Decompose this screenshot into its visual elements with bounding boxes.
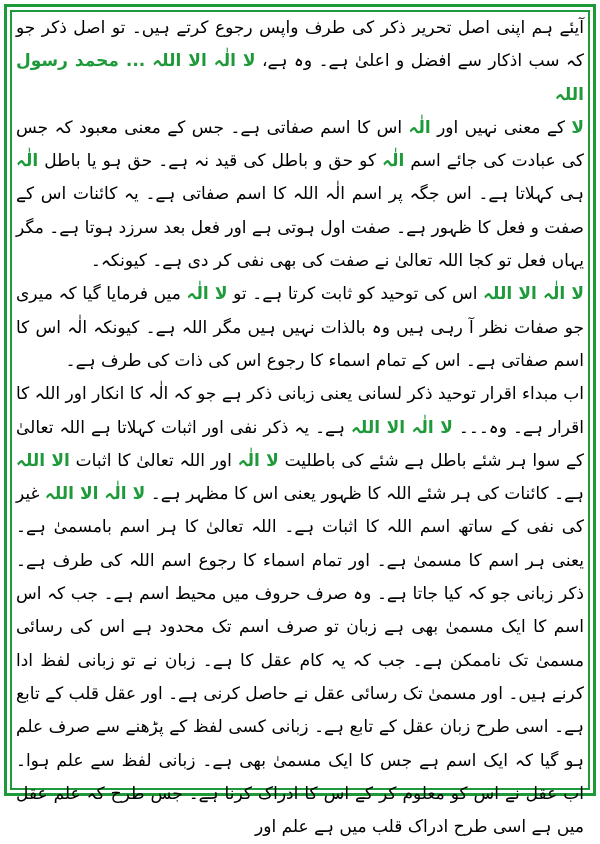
text-segment: اور اللہ تعالیٰ کا اثبات bbox=[69, 450, 238, 471]
highlighted-phrase: لا الٰہ الا اللہ bbox=[483, 284, 584, 305]
highlighted-phrase: لا الٰہ bbox=[237, 450, 279, 471]
text-segment: ہی کہلاتا ہے۔ اس جگہ پر اسم الٰہ اللہ کا اسم صفاتی ہے۔ یہ کائنات اس کے صفت و فعل کا ظہور ہے۔ صفت اول ہوتی ہے اور فعل بعد سرزد ہوتا ہے۔ مگر یہاں فعل تو کجا اللہ تعالیٰ نے صفت کی بھی نفی کر دی ہے۔ کیونکہ۔ bbox=[16, 184, 584, 272]
paragraph-4 bbox=[16, 378, 584, 844]
text-segment: اب مبداء اقرار توحید ذکر لسانی یعنی زبانی ذکر ہے جو کہ الٰہ کا انکار اور اللہ کا اقرار ہے۔ وہ۔۔۔ bbox=[15, 384, 584, 438]
text-segment: کو حق و باطل کی قید نہ ہے۔ حق ہو یا باطل bbox=[38, 151, 383, 172]
highlighted-phrase: لا الٰہ الا اللہ bbox=[44, 484, 146, 505]
text-segment: ہے۔ یہ ذکر نفی اور اثبات کہلاتا ہے اللہ تعالیٰ کے سوا ہر شئے باطل ہے شئے کی باطلیت bbox=[16, 417, 585, 471]
highlighted-phrase: الٰہ bbox=[408, 117, 431, 138]
text-segment: اس کا اسم صفاتی ہے۔ جس کے معنی معبود کہ جس کی عبادت کی جائے اسم bbox=[16, 117, 585, 172]
highlighted-phrase: الٰہ bbox=[16, 151, 39, 172]
text-segment: اس کی توحید کو ثابت کرتا ہے۔ تو bbox=[227, 284, 484, 305]
highlighted-phrase: لا الٰہ الا اللہ bbox=[350, 417, 453, 438]
text-segment: ہے۔ کائنات کی ہر شئے اللہ کا ظہور یعنی اس کا مظہر ہے۔ bbox=[145, 484, 584, 505]
highlighted-phrase: الا اللہ bbox=[16, 450, 70, 471]
document-body bbox=[15, 12, 585, 838]
highlighted-phrase: الٰہ bbox=[382, 151, 405, 172]
text-segment: آیئے ہم اپنی اصل تحریر ذکر کی طرف واپس رجوع کرتے ہیں۔ تو اصل ذکر جو کہ سب اذکار سے افضل و اعلیٰ ہے۔ وہ ہے، bbox=[16, 18, 585, 72]
text-segment: میں فرمایا گیا کہ میری جو صفات نظر آ رہی ہیں وہ بالذات نہیں ہیں مگر اللہ ہے۔ کیونکہ الٰہ اس کا اسم صفاتی ہے۔ اس کے تمام اسماء کا رجوع اس کی ذات کی طرف ہے۔ bbox=[16, 284, 584, 371]
highlighted-phrase: لا الٰہ الا اللہ ... محمد رسول اللہ bbox=[16, 51, 584, 105]
paragraph-3 bbox=[16, 278, 584, 378]
highlighted-phrase: لا bbox=[571, 117, 584, 138]
text-segment: غیر کی نفی کے ساتھ اسم اللہ کا اثبات ہے۔ اللہ تعالیٰ کا ہر اسم بامسمیٰ ہے۔ یعنی ہر اسم کا مسمیٰ ہے۔ اور تمام اسماء کا رجوع اسم اللہ کی طرف ہے۔ ذکر زبانی جو کہ کیا جاتا ہے۔ وہ صرف حروف میں محیط اسم ہے۔ جب کہ اس اسم کا ایک مسمیٰ بھی ہے زبان تو صرف اسم تک محدود ہے اس کی رسائی مسمیٰ تک ناممکن ہے۔ جب کہ یہ کام عقل کا ہے۔ زبان نے تو زبانی لفظ ادا کرنے ہیں۔ اور مسمیٰ تک رسائی عقل نے حاصل کرنی ہے۔ اور عقل قلب کے تابع ہے۔ اسی طرح زبان عقل کے تابع ہے۔ زبانی کسی لفظ کے پڑھنے سے صرف علم ہو گیا کہ ایک اسم ہے جس کا ایک مسمیٰ بھی ہے۔ زبانی لفظ سے علم ہوا۔ اب عقل نے اس کو معلوم کر کے اس کا ادراک کرنا ہے۔ جس طرح کہ علم عقل میں ہے اسی طرح ادراک قلب میں ہے علم اور bbox=[16, 484, 584, 838]
paragraph-2 bbox=[16, 112, 584, 278]
text-segment: کے معنی نہیں اور bbox=[430, 117, 572, 138]
highlighted-phrase: لا الٰہ bbox=[186, 284, 228, 305]
paragraph-1 bbox=[16, 12, 584, 112]
